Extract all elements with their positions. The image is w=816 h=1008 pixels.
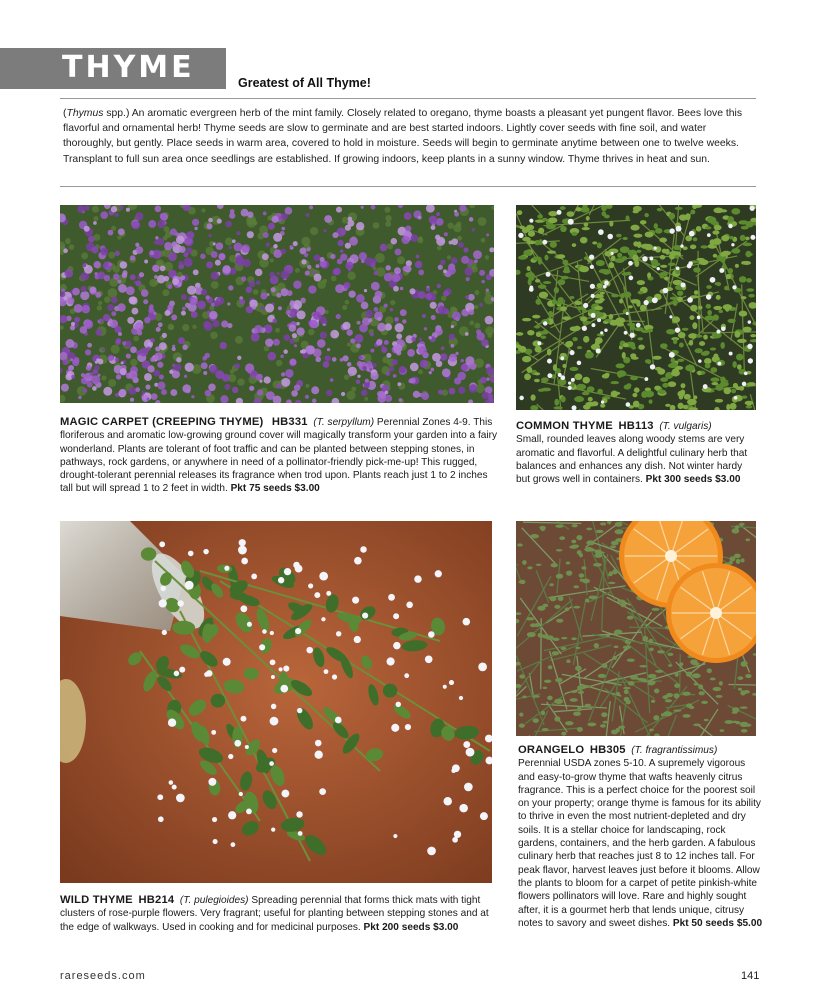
magic-carpet-description — [60, 416, 500, 496]
common-thyme-name: COMMON THYME — [516, 420, 613, 432]
common-thyme-photo — [516, 205, 756, 410]
wild-thyme-price: Pkt 200 seeds $3.00 — [360, 921, 459, 933]
orangelo-description — [518, 744, 764, 930]
common-thyme-price: Pkt 300 seeds $3.00 — [642, 474, 741, 486]
page-number: 141 — [741, 970, 760, 982]
footer-url: rareseeds.com — [60, 970, 146, 982]
wild-thyme-species: (T. pulegioides) — [179, 895, 249, 906]
intro-genus: Thymus — [66, 108, 104, 119]
common-thyme-code: HB113 — [618, 420, 654, 432]
divider-bottom — [60, 186, 756, 187]
magic-carpet-code: HB331 — [271, 416, 308, 428]
divider-top — [60, 98, 756, 99]
magic-carpet-price: Pkt 75 seeds $3.00 — [227, 483, 320, 495]
wild-thyme-photo — [60, 521, 492, 883]
common-thyme-description — [516, 420, 758, 486]
orangelo-code: HB305 — [589, 744, 626, 756]
magic-carpet-species: (T. serpyllum) — [313, 417, 375, 428]
common-thyme-text: Small, rounded leaves along woody stems are very aromatic and flavorful. A delightful culinary herb that balances and enhances any dish. Not winter hardy but grows well in containers. — [516, 434, 748, 486]
wild-thyme-description — [60, 894, 500, 934]
wild-thyme-code: HB214 — [138, 894, 175, 906]
orangelo-image — [516, 521, 756, 736]
wild-thyme-text: Spreading perennial that forms thick mats with tight clusters of rose-purple flowers. Very fragrant; useful for planting between stepping stones and at the edge of walkways. Used in cooking and for medicinal purposes. — [60, 895, 489, 933]
intro-text: spp.) An aromatic evergreen herb of the mint family. Closely related to oregano, thyme boasts a pleasant yet pungent flavor. Bees love this flavorful and ornamental herb! Thyme seeds are slow to germinate and are best started indoors. Lightly cover seeds with fine soil, and water thoroughly, but gently. Place seeds in warm area, covered to hold in moisture. Seeds will begin to germinate anytime between one to twelve weeks. Transplant to full sun area once seedlings are established. If growing indoors, keep plants in a sunny window. Thyme thrives in heat and sun. — [63, 108, 743, 165]
orangelo-text: Perennial USDA zones 5-10. A supremely vigorous and easy-to-grow thyme that wafts heavenly citrus fragrance. This is a perfect choice for the poorest soil on your property; orange thyme is famous for its ability to thrive in even the most nutrient-depleted and dry soils. It is a stellar choice for landscaping, rock gardens, containers, and the herb garden. A fabulous culinary herb that reaches just 8 to 12 inches tall. For peak flavor, harvest leaves just before it blooms. Allow the plants to bloom for a carpet of petite pinkish-white flowers pollinators will love. Rare and highly sought after, it is a gourmet herb that lends unique, citrusy notes to savory and sweet dishes. — [518, 758, 761, 929]
wild-thyme-image — [60, 521, 492, 883]
common-thyme-species: (T. vulgaris) — [659, 421, 712, 432]
orangelo-species: (T. fragrantissimus) — [631, 745, 718, 756]
orangelo-photo — [516, 521, 756, 736]
wild-thyme-name: WILD THYME — [60, 894, 133, 906]
magic-carpet-photo — [60, 205, 494, 403]
magic-carpet-name: MAGIC CARPET (CREEPING THYME) — [60, 416, 264, 428]
orangelo-name: ORANGELO — [518, 744, 585, 756]
intro-paragraph: (Thymus spp.) An aromatic evergreen herb of the mint family. Closely related to oregano, thyme boasts a pleasant yet pungent flavor. Bees love this flavorful and ornamental herb! Thyme seeds are slow to germinate and are best started indoors. Lightly cover seeds with fine soil, and water thoroughly, but gently. Place seeds in warm area, covered to hold in moisture. Seeds will begin to germinate anytime between one to twelve weeks. Transplant to full sun area once seedlings are established. If growing indoors, keep plants in a sunny window. Thyme thrives in heat and sun. — [63, 108, 743, 165]
purple-thyme-image — [60, 205, 494, 403]
common-thyme-image — [516, 205, 756, 410]
orangelo-price: Pkt 50 seeds $5.00 — [670, 917, 763, 929]
section-title: THYME — [62, 50, 195, 85]
section-subtitle: Greatest of All Thyme! — [238, 76, 371, 90]
magic-carpet-text: Perennial Zones 4-9. This floriferous and aromatic low-growing ground cover will magically transform your garden into a fairy wonderland. Plants are tolerant of foot traffic and can be planted between stepping stones, in pathways, rock gardens, or anywhere in need of a pollinator-friendly pick-me-up! This rugged, drought-tolerant perennial releases its fragrance when trod upon. Plants reach just 1 to 2 inches tall but will spread 1 to 2 feet in width. — [60, 417, 498, 495]
